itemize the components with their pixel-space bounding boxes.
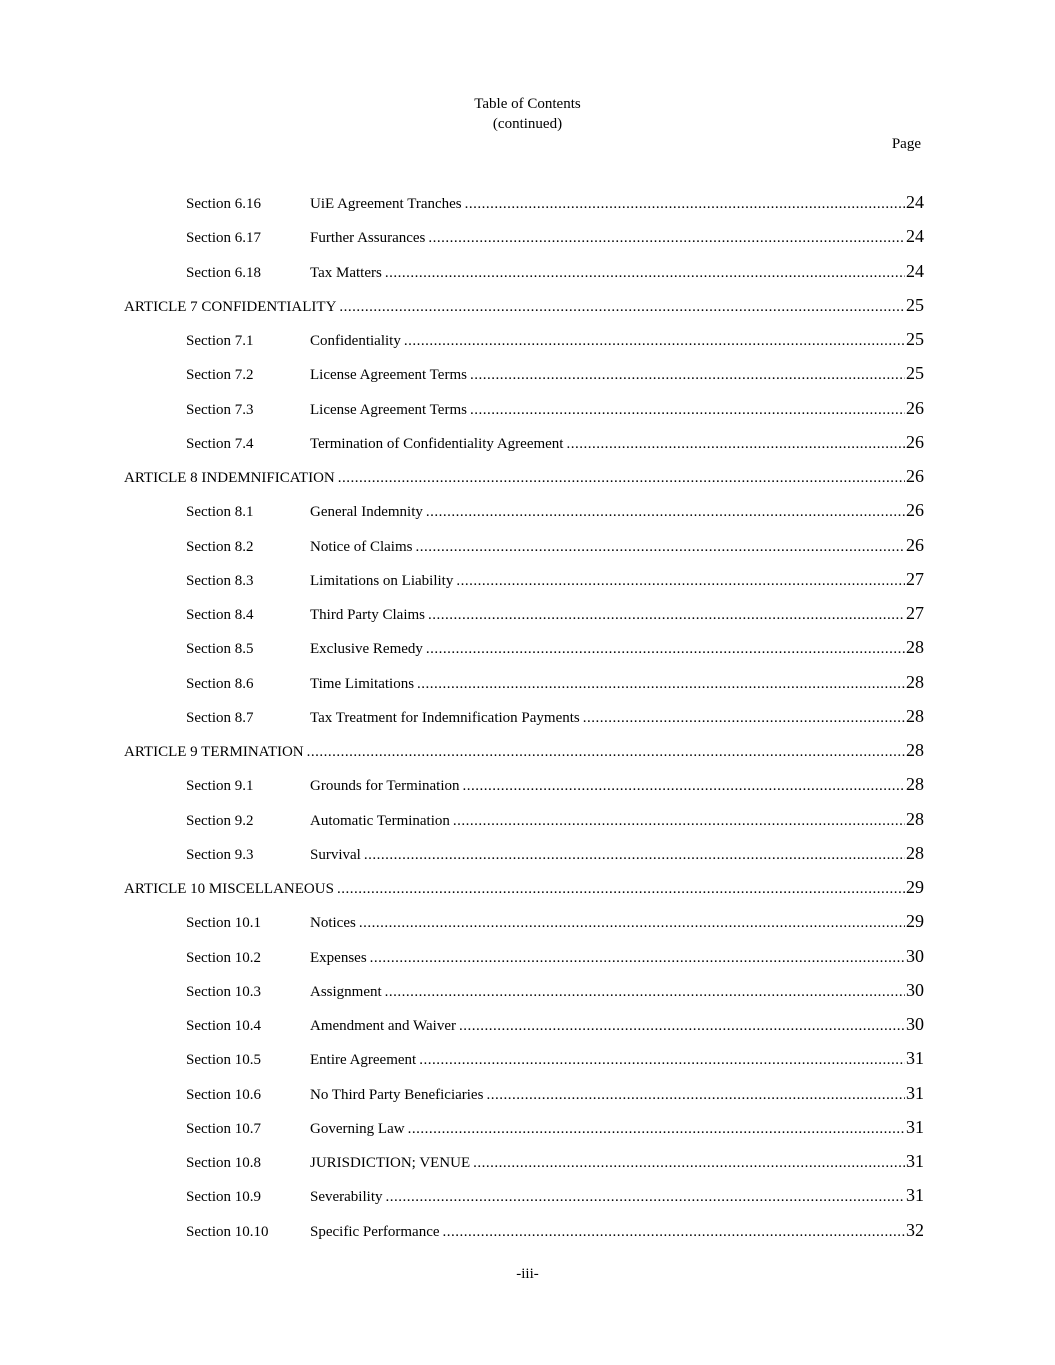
dot-leader — [459, 1014, 905, 1038]
dot-leader — [364, 843, 905, 867]
section-number: Section 8.2 — [186, 538, 254, 555]
section-number: Section 10.1 — [186, 915, 261, 932]
page-reference: 28 — [906, 774, 924, 795]
section-title: License Agreement Terms — [310, 367, 467, 384]
section-number: Section 10.8 — [186, 1155, 261, 1171]
page-reference: 31 — [906, 1082, 924, 1103]
toc-article-entry[interactable] — [124, 875, 924, 899]
toc-section-entry[interactable] — [186, 396, 924, 420]
dot-leader — [339, 295, 905, 319]
dot-leader — [385, 1185, 905, 1209]
toc-section-entry[interactable] — [186, 430, 924, 454]
toc-section-entry[interactable] — [186, 1012, 924, 1036]
dot-leader — [417, 672, 905, 696]
page-reference: 27 — [906, 568, 924, 589]
article-title: ARTICLE 8 INDEMNIFICATION — [124, 470, 335, 486]
dot-leader — [456, 569, 905, 593]
toc-section-entry[interactable] — [186, 1046, 924, 1070]
dot-leader — [370, 946, 905, 970]
section-title: Confidentiality — [310, 333, 401, 349]
section-title: Specific Performance — [310, 1223, 440, 1240]
article-title: ARTICLE 10 MISCELLANEOUS — [124, 881, 334, 897]
section-number: Section 7.4 — [186, 435, 254, 452]
section-number: Section 8.5 — [186, 641, 254, 658]
page-reference: 26 — [906, 534, 924, 555]
section-title: JURISDICTION; VENUE — [310, 1155, 471, 1171]
section-title: Severability — [310, 1189, 383, 1206]
toc-section-entry[interactable] — [186, 498, 924, 522]
toc-section-entry[interactable] — [186, 259, 924, 283]
toc-section-entry[interactable] — [186, 190, 924, 214]
toc-section-entry[interactable] — [186, 1115, 924, 1139]
page-reference: 29 — [906, 877, 924, 897]
section-number: Section 10.2 — [186, 949, 261, 966]
section-number: Section 6.16 — [186, 196, 261, 212]
dot-leader — [486, 1083, 905, 1107]
page-reference: 26 — [906, 466, 924, 486]
toc-article-entry[interactable] — [124, 293, 924, 317]
page-reference: 24 — [906, 260, 924, 281]
toc-section-entry[interactable] — [186, 533, 924, 557]
toc-section-entry[interactable] — [186, 772, 924, 796]
section-title: Exclusive Remedy — [310, 641, 423, 658]
page-reference: 25 — [906, 363, 924, 384]
section-number: Section 10.9 — [186, 1189, 261, 1206]
toc-section-entry[interactable] — [186, 807, 924, 831]
dot-leader — [583, 706, 905, 730]
section-title: Governing Law — [310, 1120, 405, 1137]
section-title: Tax Matters — [310, 264, 382, 281]
dot-leader — [566, 432, 905, 456]
page-reference: 28 — [906, 842, 924, 863]
section-number: Section 8.1 — [186, 504, 254, 521]
page-reference: 29 — [906, 911, 924, 932]
page-reference: 28 — [906, 637, 924, 658]
toc-section-entry[interactable] — [186, 1149, 924, 1173]
dot-leader — [359, 911, 905, 935]
page-reference: 31 — [906, 1185, 924, 1206]
section-number: Section 10.7 — [186, 1120, 261, 1137]
page-reference: 32 — [906, 1219, 924, 1240]
section-title: Amendment and Waiver — [310, 1018, 456, 1034]
toc-article-entry[interactable] — [124, 738, 924, 762]
dot-leader — [385, 261, 905, 285]
dot-leader — [462, 774, 905, 798]
page-reference: 25 — [906, 329, 924, 349]
section-title: Notices — [310, 915, 356, 932]
section-title: Notice of Claims — [310, 538, 413, 555]
page-reference: 28 — [906, 808, 924, 829]
dot-leader — [415, 535, 905, 559]
page-reference: 31 — [906, 1151, 924, 1171]
page-reference: 28 — [906, 740, 924, 760]
section-title: No Third Party Beneficiaries — [310, 1086, 484, 1103]
toc-section-entry[interactable] — [186, 909, 924, 933]
section-title: License Agreement Terms — [310, 401, 467, 418]
dot-leader — [473, 1151, 905, 1175]
section-title: UiE Agreement Tranches — [310, 196, 462, 212]
dot-leader — [426, 500, 905, 524]
section-number: Section 10.3 — [186, 983, 261, 1000]
section-number: Section 10.5 — [186, 1052, 261, 1069]
section-number: Section 9.1 — [186, 778, 254, 795]
page-reference: 26 — [906, 500, 924, 521]
section-title: Limitations on Liability — [310, 572, 454, 589]
toc-article-entry[interactable] — [124, 464, 924, 488]
toc-section-entry[interactable] — [186, 567, 924, 591]
section-number: Section 8.3 — [186, 572, 254, 589]
section-number: Section 8.6 — [186, 675, 254, 692]
page-reference: 30 — [906, 979, 924, 1000]
section-number: Section 7.1 — [186, 333, 254, 349]
dot-leader — [337, 877, 905, 901]
section-number: Section 7.3 — [186, 401, 254, 418]
dot-leader — [408, 1117, 905, 1141]
section-number: Section 10.4 — [186, 1018, 261, 1034]
section-title: Further Assurances — [310, 230, 426, 247]
section-number: Section 8.4 — [186, 607, 254, 623]
page-reference: 28 — [906, 671, 924, 692]
dot-leader — [443, 1220, 905, 1244]
section-number: Section 9.3 — [186, 846, 254, 863]
section-number: Section 10.10 — [186, 1223, 269, 1240]
toc-section-entry[interactable] — [186, 978, 924, 1002]
dot-leader — [470, 363, 905, 387]
dot-leader — [385, 980, 905, 1004]
dot-leader — [465, 192, 905, 216]
dot-leader — [338, 466, 905, 490]
section-title: Time Limitations — [310, 675, 415, 692]
page-reference: 30 — [906, 1014, 924, 1034]
dot-leader — [453, 809, 905, 833]
toc-section-entry[interactable] — [186, 704, 924, 728]
dot-leader — [470, 398, 905, 422]
page-reference: 30 — [906, 945, 924, 966]
dot-leader — [419, 1048, 905, 1072]
toc-section-entry[interactable] — [186, 841, 924, 865]
toc-section-entry[interactable] — [186, 635, 924, 659]
section-number: Section 9.2 — [186, 812, 254, 829]
section-title: Entire Agreement — [310, 1052, 417, 1069]
page-reference: 28 — [906, 705, 924, 726]
article-title: ARTICLE 7 CONFIDENTIALITY — [124, 298, 337, 315]
page-reference: 24 — [906, 192, 924, 212]
section-number: Section 6.17 — [186, 230, 261, 247]
article-title: ARTICLE 9 TERMINATION — [124, 744, 304, 760]
dot-leader — [428, 603, 905, 627]
section-title: Grounds for Termination — [310, 778, 460, 795]
toc-section-entry[interactable] — [186, 1183, 924, 1207]
section-title: Third Party Claims — [310, 607, 425, 623]
section-number: Section 8.7 — [186, 709, 254, 726]
toc-section-entry[interactable] — [186, 224, 924, 248]
section-title: Termination of Confidentiality Agreement — [310, 435, 564, 452]
page-reference: 31 — [906, 1048, 924, 1069]
section-title: Automatic Termination — [310, 812, 450, 829]
dot-leader — [426, 637, 905, 661]
page-reference: 26 — [906, 431, 924, 452]
page-reference: 25 — [906, 294, 924, 315]
toc-section-entry[interactable] — [186, 1081, 924, 1105]
toc-section-entry[interactable] — [186, 327, 924, 351]
section-title: Assignment — [310, 983, 382, 1000]
page-reference: 26 — [906, 397, 924, 418]
toc-title: Table of Contents — [474, 96, 581, 112]
page-reference: 31 — [906, 1116, 924, 1137]
page-reference: 24 — [906, 226, 924, 247]
section-number: Section 7.2 — [186, 367, 254, 384]
toc-subtitle: (continued) — [492, 116, 563, 132]
page-reference: 27 — [906, 603, 924, 623]
toc-section-entry[interactable] — [186, 944, 924, 968]
section-title: Expenses — [310, 949, 367, 966]
section-number: Section 6.18 — [186, 264, 261, 281]
dot-leader — [404, 329, 905, 353]
dot-leader — [307, 740, 905, 764]
page-number-footer: -iii- — [516, 1266, 539, 1282]
section-title: Tax Treatment for Indemnification Payments — [310, 709, 580, 726]
toc-section-entry[interactable] — [186, 601, 924, 625]
toc-section-entry[interactable] — [186, 670, 924, 694]
section-title: Survival — [310, 846, 361, 863]
section-number: Section 10.6 — [186, 1086, 261, 1103]
dot-leader — [428, 226, 905, 250]
page-column-label: Page — [891, 136, 921, 152]
toc-section-entry[interactable] — [186, 1218, 924, 1242]
section-title: General Indemnity — [310, 504, 423, 521]
toc-section-entry[interactable] — [186, 361, 924, 385]
